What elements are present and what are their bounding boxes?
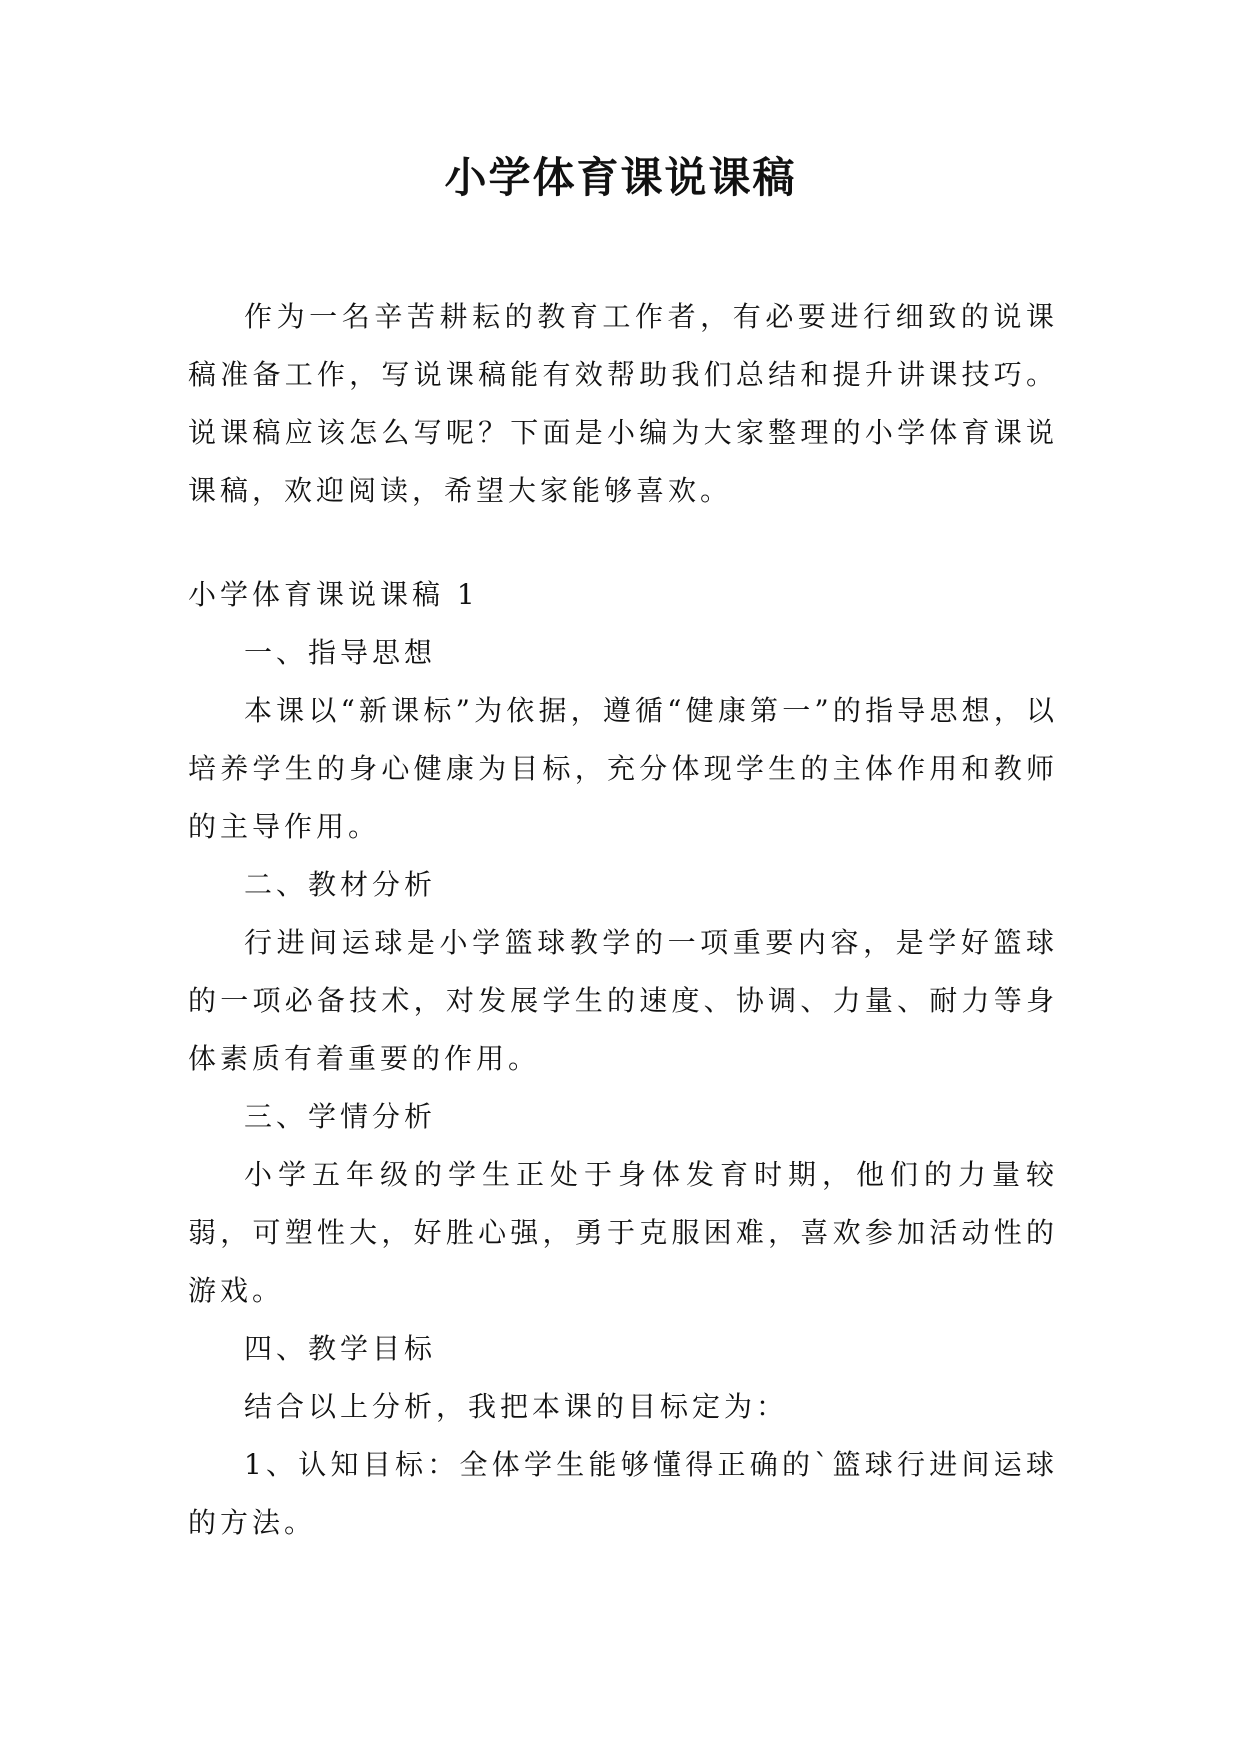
section-title: 小学体育课说课稿 1: [188, 578, 479, 611]
paragraph-learner-analysis: 小学五年级的学生正处于身体发育时期，他们的力量较弱，可塑性大，好胜心强，勇于克服困难，喜欢参加活动性的游戏。: [188, 1158, 1058, 1307]
paragraph-gap: [188, 520, 1058, 566]
paragraph-guiding-ideology: 本课以“新课标”为依据，遵循“健康第一”的指导思想，以培养学生的身心健康为目标，充分体现学生的主体作用和教师的主导作用。: [188, 694, 1058, 843]
intro-paragraph: 作为一名辛苦耕耘的教育工作者，有必要进行细致的说课稿准备工作，写说课稿能有效帮助我们总结和提升讲课技巧。说课稿应该怎么写呢？下面是小编为大家整理的小学体育课说课稿，欢迎阅读，希望大家能够喜欢。: [188, 300, 1058, 507]
paragraph-cognitive-goal: 1、认知目标：全体学生能够懂得正确的`篮球行进间运球的方法。: [188, 1448, 1058, 1539]
paragraph-goals-intro: 结合以上分析，我把本课的目标定为：: [244, 1390, 789, 1423]
heading-material-analysis: 二、教材分析: [244, 868, 437, 901]
heading-learner-analysis: 三、学情分析: [244, 1100, 437, 1133]
document-body: [188, 288, 1058, 1552]
paragraph-material-analysis: 行进间运球是小学篮球教学的一项重要内容，是学好篮球的一项必备技术，对发展学生的速度、协调、力量、耐力等身体素质有着重要的作用。: [188, 926, 1058, 1075]
document-title: 小学体育课说课稿: [444, 153, 797, 202]
heading-guiding-ideology: 一、指导思想: [244, 636, 437, 669]
heading-teaching-goals: 四、教学目标: [244, 1332, 437, 1365]
